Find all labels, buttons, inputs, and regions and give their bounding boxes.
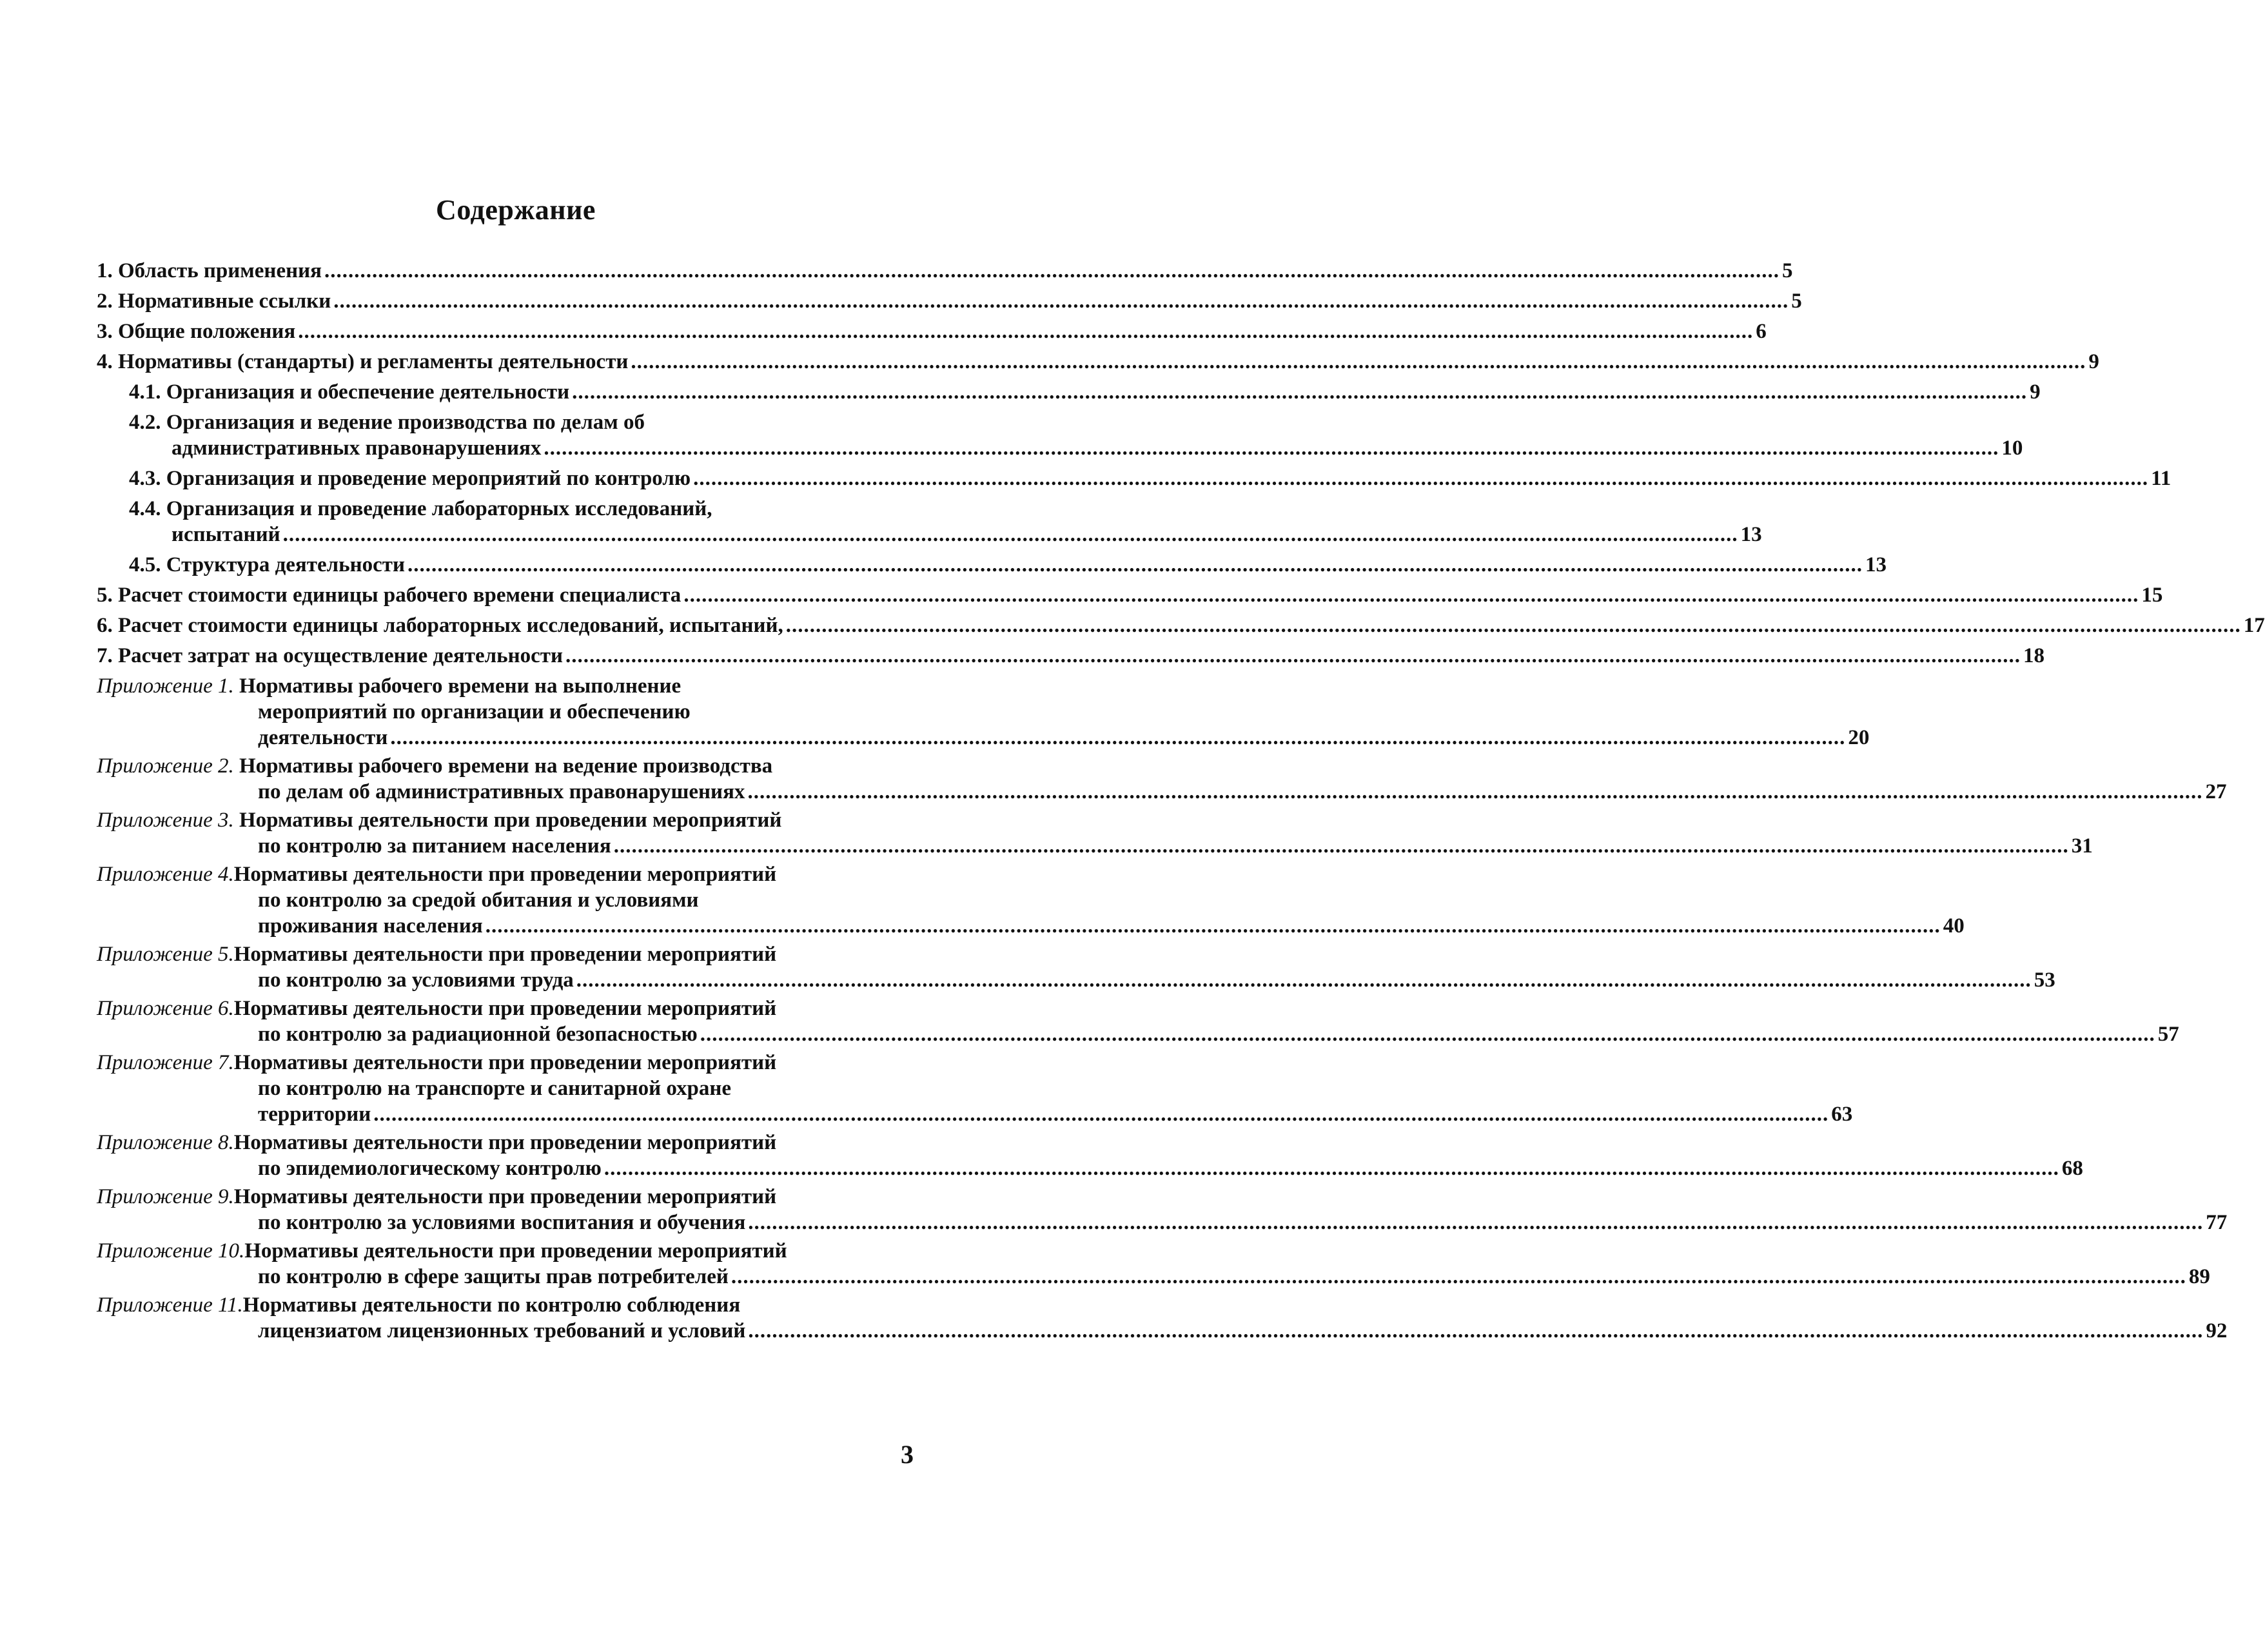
toc-entry-text: испытаний bbox=[172, 523, 280, 546]
toc-entry-text: 4.5. Структура деятельности bbox=[129, 553, 405, 576]
dot-leader bbox=[324, 258, 1780, 284]
toc-page-number: 53 bbox=[2034, 969, 2055, 992]
toc-entry-text: проживания населения bbox=[258, 914, 483, 938]
dot-leader bbox=[748, 1319, 2203, 1342]
toc-entry-text: Нормативы деятельности при проведении мероприятий bbox=[233, 863, 777, 886]
toc-page-number: 9 bbox=[2030, 380, 2041, 404]
toc-page-number: 89 bbox=[2188, 1265, 2210, 1288]
toc-entry-text: по контролю на транспорте и санитарной охране bbox=[258, 1077, 732, 1100]
toc-subsection-entry bbox=[97, 409, 2023, 461]
toc-page-number: 40 bbox=[1943, 914, 1965, 938]
toc-entry-text: 4.3. Организация и проведение мероприятий по контролю bbox=[129, 467, 691, 490]
appendix-prefix: Приложение 8. bbox=[97, 1131, 234, 1154]
toc-page-number: 27 bbox=[2205, 780, 2227, 803]
toc-section-entry bbox=[97, 258, 1793, 284]
toc-entry-text: Нормативы деятельности по контролю соблюдения bbox=[242, 1293, 741, 1317]
dot-leader bbox=[748, 1211, 2203, 1234]
toc-entry-text: лицензиатом лицензионных требований и условий bbox=[258, 1319, 746, 1342]
dot-leader bbox=[576, 969, 2032, 992]
dot-leader bbox=[693, 466, 2148, 491]
toc-page-number: 63 bbox=[1831, 1103, 1853, 1126]
toc-entry-text: Нормативы деятельности при проведении мероприятий bbox=[233, 1185, 777, 1208]
toc-page-number: 9 bbox=[2088, 350, 2099, 373]
toc-page-number: 13 bbox=[1740, 523, 1762, 546]
dot-leader bbox=[731, 1265, 2186, 1288]
toc-section-entry bbox=[97, 582, 2163, 608]
toc-entry-text: 2. Нормативные ссылки bbox=[97, 290, 331, 313]
toc-entry-text: по контролю за питанием населения bbox=[258, 834, 611, 858]
toc-section-entry bbox=[97, 643, 2044, 669]
toc-page-number: 5 bbox=[1781, 259, 1793, 282]
toc-entry-text: 3. Общие положения bbox=[97, 320, 296, 343]
toc-entry-text: по контролю за условиями труда bbox=[258, 969, 574, 992]
toc-entry-text: по контролю за радиационной безопасностью bbox=[258, 1023, 698, 1046]
toc-appendix-entry bbox=[97, 807, 2093, 859]
toc-entry-text: деятельности bbox=[258, 726, 388, 749]
appendix-prefix: Приложение 6. bbox=[97, 997, 234, 1020]
dot-leader bbox=[747, 780, 2202, 803]
dot-leader bbox=[333, 288, 1789, 314]
toc-appendix-entry bbox=[97, 861, 1965, 939]
page-number: 3 bbox=[901, 1440, 914, 1469]
appendix-prefix: Приложение 1. bbox=[97, 674, 234, 698]
toc-entry-text: Нормативы рабочего времени на выполнение bbox=[233, 674, 681, 698]
page-title: Содержание bbox=[436, 194, 596, 226]
toc-entry-text: Нормативы деятельности при проведении мероприятий bbox=[233, 997, 777, 1020]
dot-leader bbox=[786, 613, 2241, 638]
toc-entry-text: территории bbox=[258, 1103, 371, 1126]
toc-page-number: 31 bbox=[2071, 834, 2093, 858]
toc-entry-text: 6. Расчет стоимости единицы лабораторных исследований, испытаний, bbox=[97, 614, 783, 637]
appendix-prefix: Приложение 11. bbox=[97, 1293, 243, 1317]
toc-entry-text: по контролю в сфере защиты прав потребителей bbox=[258, 1265, 729, 1288]
toc-appendix-entry bbox=[97, 753, 2227, 805]
toc-appendix-entry bbox=[97, 673, 1870, 751]
toc-appendix-entry bbox=[97, 1050, 1853, 1127]
dot-leader bbox=[700, 1023, 2155, 1046]
appendix-prefix: Приложение 3. bbox=[97, 809, 234, 832]
dot-leader bbox=[283, 523, 1738, 546]
dot-leader bbox=[390, 726, 1845, 749]
toc-entry-text: Нормативы деятельности при проведении мероприятий bbox=[233, 1051, 777, 1074]
toc-page-number: 6 bbox=[1756, 320, 1767, 343]
toc-entry-text: по эпидемиологическому контролю bbox=[258, 1157, 602, 1180]
toc-section-entry bbox=[97, 613, 2265, 638]
appendix-prefix: Приложение 9. bbox=[97, 1185, 234, 1208]
toc-entry-text: 4.4. Организация и проведение лабораторных исследований, bbox=[129, 497, 712, 520]
toc-appendix-entry bbox=[97, 941, 2055, 993]
toc-page-number: 5 bbox=[1791, 290, 1802, 313]
toc-entry-text: 4. Нормативы (стандарты) и регламенты деятельности bbox=[97, 350, 629, 373]
toc-entry-text: 4.1. Организация и обеспечение деятельности bbox=[129, 380, 570, 404]
toc-entry-text: 5. Расчет стоимости единицы рабочего времени специалиста bbox=[97, 584, 681, 607]
dot-leader bbox=[544, 437, 1999, 460]
toc-subsection-entry bbox=[97, 496, 1762, 547]
appendix-prefix: Приложение 7. bbox=[97, 1051, 234, 1074]
toc-page-number: 20 bbox=[1848, 726, 1870, 749]
toc-entry-text: по контролю за средой обитания и условиями bbox=[258, 889, 699, 912]
toc-section-entry bbox=[97, 319, 1767, 344]
appendix-prefix: Приложение 10. bbox=[97, 1239, 245, 1263]
dot-leader bbox=[604, 1157, 2059, 1180]
toc-entry-text: по делам об административных правонарушениях bbox=[258, 780, 745, 803]
toc-entry-text: 7. Расчет затрат на осуществление деятельности bbox=[97, 644, 563, 667]
toc-subsection-entry bbox=[97, 379, 2041, 405]
dot-leader bbox=[614, 834, 2069, 858]
toc-entry-text: 4.2. Организация и ведение производства по делам об bbox=[129, 411, 645, 434]
toc-entry-text: административных правонарушениях bbox=[172, 437, 542, 460]
toc-page-number: 11 bbox=[2151, 467, 2172, 490]
toc-entry-text: Нормативы деятельности при проведении мероприятий bbox=[233, 809, 782, 832]
toc-page-number: 15 bbox=[2141, 584, 2163, 607]
toc-page-number: 10 bbox=[2001, 437, 2023, 460]
toc-page-number: 57 bbox=[2157, 1023, 2179, 1046]
toc-appendix-entry bbox=[97, 1184, 2228, 1235]
toc-page-number: 18 bbox=[2023, 644, 2044, 667]
toc-entry-text: Нормативы деятельности при проведении мероприятий bbox=[233, 1131, 777, 1154]
dot-leader bbox=[631, 349, 2086, 375]
dot-leader bbox=[485, 914, 1941, 938]
dot-leader bbox=[407, 552, 1863, 578]
toc-page-number: 13 bbox=[1865, 553, 1887, 576]
dot-leader bbox=[683, 582, 2139, 608]
toc-page-number: 68 bbox=[2061, 1157, 2083, 1180]
toc-entry-text: Нормативы рабочего времени на ведение производства bbox=[233, 754, 773, 778]
dot-leader bbox=[565, 643, 2021, 669]
toc-page-number: 77 bbox=[2206, 1211, 2228, 1234]
dot-leader bbox=[572, 379, 2027, 405]
appendix-prefix: Приложение 4. bbox=[97, 863, 234, 886]
toc-entry-text: Нормативы деятельности при проведении мероприятий bbox=[244, 1239, 787, 1263]
toc-entry-text: 1. Область применения bbox=[97, 259, 322, 282]
appendix-prefix: Приложение 2. bbox=[97, 754, 234, 778]
toc-appendix-entry bbox=[97, 996, 2179, 1047]
toc-subsection-entry bbox=[97, 466, 2172, 491]
dot-leader bbox=[373, 1103, 1829, 1126]
toc-appendix-entry bbox=[97, 1292, 2228, 1344]
toc-entry-text: Нормативы деятельности при проведении мероприятий bbox=[233, 943, 777, 966]
table-of-contents bbox=[97, 258, 2265, 1346]
toc-section-entry bbox=[97, 288, 1802, 314]
toc-page-number: 17 bbox=[2243, 614, 2265, 637]
toc-section-entry bbox=[97, 349, 2099, 375]
toc-appendix-entry bbox=[97, 1130, 2083, 1181]
toc-appendix-entry bbox=[97, 1238, 2210, 1290]
dot-leader bbox=[298, 319, 1753, 344]
appendix-prefix: Приложение 5. bbox=[97, 943, 234, 966]
toc-entry-text: по контролю за условиями воспитания и обучения bbox=[258, 1211, 746, 1234]
toc-entry-text: мероприятий по организации и обеспечению bbox=[258, 700, 691, 723]
toc-subsection-entry bbox=[97, 552, 1887, 578]
toc-page-number: 92 bbox=[2206, 1319, 2228, 1342]
